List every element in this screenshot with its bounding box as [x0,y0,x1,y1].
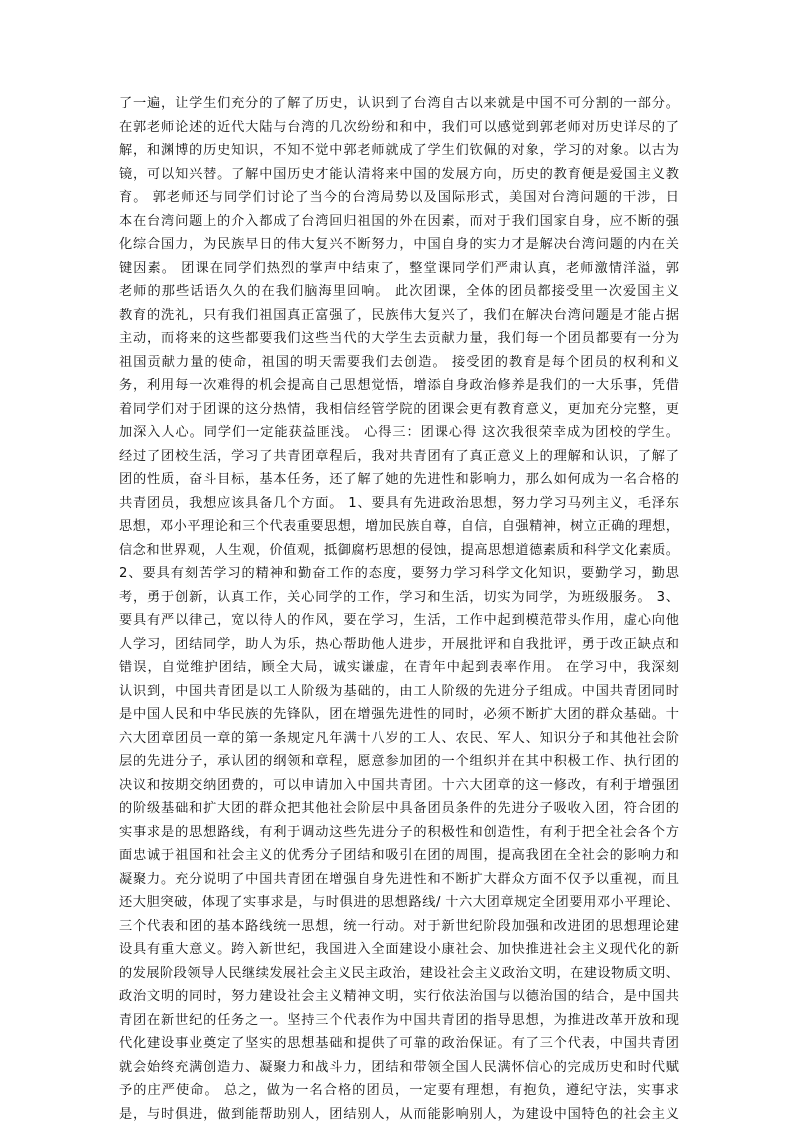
text-line: 的发展阶段领导人民继续发展社会主义民主政治，建设社会主义政治文明，在建设物质文明、 [119,962,679,986]
text-line: 本在台湾问题上的介入都成了台湾回归祖国的外在因素，而对于我们国家自身，应不断的强 [119,210,679,234]
text-line: 决议和按期交纳团费的，可以申请加入中国共青团。十六大团章的这一修改，有利于增强团 [119,774,679,798]
document-page [119,92,679,1092]
text-line: 人学习，团结同学，助人为乐，热心帮助他人进步，开展批评和自我批评，勇于改正缺点和 [119,633,679,657]
text-line: 是，与时俱进，做到能帮助别人，团结别人，从而能影响别人，为建设中国特色的社会主义 [119,1103,679,1126]
text-line: 予的庄严使命。 总之，做为一名合格的团员，一定要有理想，有抱负，遵纪守法，实事求 [119,1079,679,1103]
text-line: 思想，邓小平理论和三个代表重要思想，增加民族自尊，自信，自强精神，树立正确的理想， [119,515,679,539]
text-line: 实事求是的思想路线，有利于调动这些先进分子的积极性和创造性，有利于把全社会各个方 [119,821,679,845]
text-line: 2、要具有刻苦学习的精神和勤奋工作的态度，要努力学习科学文化知识，要勤学习，勤思 [119,562,679,586]
text-line: 了一遍，让学生们充分的了解了历史，认识到了台湾自古以来就是中国不可分割的一部分。 [119,92,679,116]
text-line: 共青团员，我想应该具备几个方面。 1、要具有先进政治思想，努力学习马列主义，毛泽东 [119,492,679,516]
text-line: 加深入人心。同学们一定能获益匪浅。 心得三：团课心得 这次我很荣幸成为团校的学生。 [119,421,679,445]
text-line: 信念和世界观，人生观，价值观，抵御腐朽思想的侵蚀，提高思想道德素质和科学文化素质。 [119,539,679,563]
text-line: 键因素。 团课在同学们热烈的掌声中结束了，整堂课同学们严肃认真，老师激情洋溢，郭 [119,257,679,281]
text-line: 是中国人民和中华民族的先锋队，团在增强先进性的同时，必须不断扩大团的群众基础。十 [119,703,679,727]
text-line: 解，和渊博的历史知识，不知不觉中郭老师就成了学生们钦佩的对象，学习的对象。以古为 [119,139,679,163]
text-line: 祖国贡献力量的使命，祖国的明天需要我们去创造。 接受团的教育是每个团员的权利和义 [119,351,679,375]
text-line: 团的性质，奋斗目标，基本任务，还了解了她的先进性和影响力，那么如何成为一名合格的 [119,468,679,492]
text-line: 代化建设事业奠定了坚实的思想基础和提供了可靠的政治保证。有了三个代表，中国共青团 [119,1032,679,1056]
text-line: 教育的洗礼，只有我们祖国真正富强了，民族伟大复兴了，我们在解决台湾问题是才能占据 [119,304,679,328]
text-line: 还大胆突破，体现了实事求是，与时俱进的思想路线/ 十六大团章规定全团要用邓小平理论、 [119,891,679,915]
text-line: 主动，而将来的这些都要我们这些当代的大学生去贡献力量，我们每一个团员都要有一分为 [119,327,679,351]
text-line: 政治文明的同时，努力建设社会主义精神文明，实行依法治国与以德治国的结合，是中国共 [119,985,679,1009]
text-line: 经过了团校生活，学习了共青团章程后，我对共青团有了真正意义上的理解和认识，了解了 [119,445,679,469]
text-line: 就会始终充满创造力、凝聚力和战斗力，团结和带领全国人民满怀信心的完成历史和时代赋 [119,1056,679,1080]
text-line: 错误，自觉维护团结，顾全大局，诚实谦虚，在青年中起到表率作用。 在学习中，我深刻 [119,656,679,680]
text-line: 六大团章团员一章的第一条规定凡年满十八岁的工人、农民、军人、知识分子和其他社会阶 [119,727,679,751]
text-line: 务，利用每一次难得的机会提高自己思想觉悟，增添自身政治修养是我们的一大乐事，凭借 [119,374,679,398]
text-line: 面忠诚于祖国和社会主义的优秀分子团结和吸引在团的周围，提高我团在全社会的影响力和 [119,844,679,868]
text-line: 凝聚力。充分说明了中国共青团在增强自身先进性和不断扩大群众方面不仅予以重视，而且 [119,868,679,892]
text-line: 层的先进分子，承认团的纲领和章程，愿意参加团的一个组织并在其中积极工作、执行团的 [119,750,679,774]
text-line: 考，勇于创新，认真工作，关心同学的工作，学习和生活，切实为同学，为班级服务。 3、 [119,586,679,610]
text-line: 的阶级基础和扩大团的群众把其他社会阶层中具备团员条件的先进分子吸收入团，符合团的 [119,797,679,821]
text-line: 三个代表和团的基本路线统一思想，统一行动。对于新世纪阶段加强和改进团的思想理论建 [119,915,679,939]
text-line: 老师的那些话语久久的在我们脑海里回响。 此次团课，全体的团员都接受里一次爱国主义 [119,280,679,304]
text-line: 设具有重大意义。跨入新世纪，我国进入全面建设小康社会、加快推进社会主义现代化的新 [119,938,679,962]
text-line: 着同学们对于团课的这分热情，我相信经管学院的团课会更有教育意义，更加充分完整，更 [119,398,679,422]
text-line: 在郭老师论述的近代大陆与台湾的几次纷纷和和中，我们可以感觉到郭老师对历史详尽的了 [119,116,679,140]
text-line: 青团在新世纪的任务之一。坚持三个代表作为中国共青团的指导思想，为推进改革开放和现 [119,1009,679,1033]
text-line: 化综合国力，为民族早日的伟大复兴不断努力，中国自身的实力才是解决台湾问题的内在关 [119,233,679,257]
text-line: 镜，可以知兴替。了解中国历史才能认清将来中国的发展方向，历史的教育便是爱国主义教 [119,163,679,187]
text-line: 认识到，中国共青团是以工人阶级为基础的，由工人阶级的先进分子组成。中国共青团同时 [119,680,679,704]
text-line: 要具有严以律己，宽以待人的作风，要在学习，生活，工作中起到模范带头作用，虚心向他 [119,609,679,633]
text-line: 育。 郭老师还与同学们讨论了当今的台湾局势以及国际形式，美国对台湾问题的干涉，日 [119,186,679,210]
